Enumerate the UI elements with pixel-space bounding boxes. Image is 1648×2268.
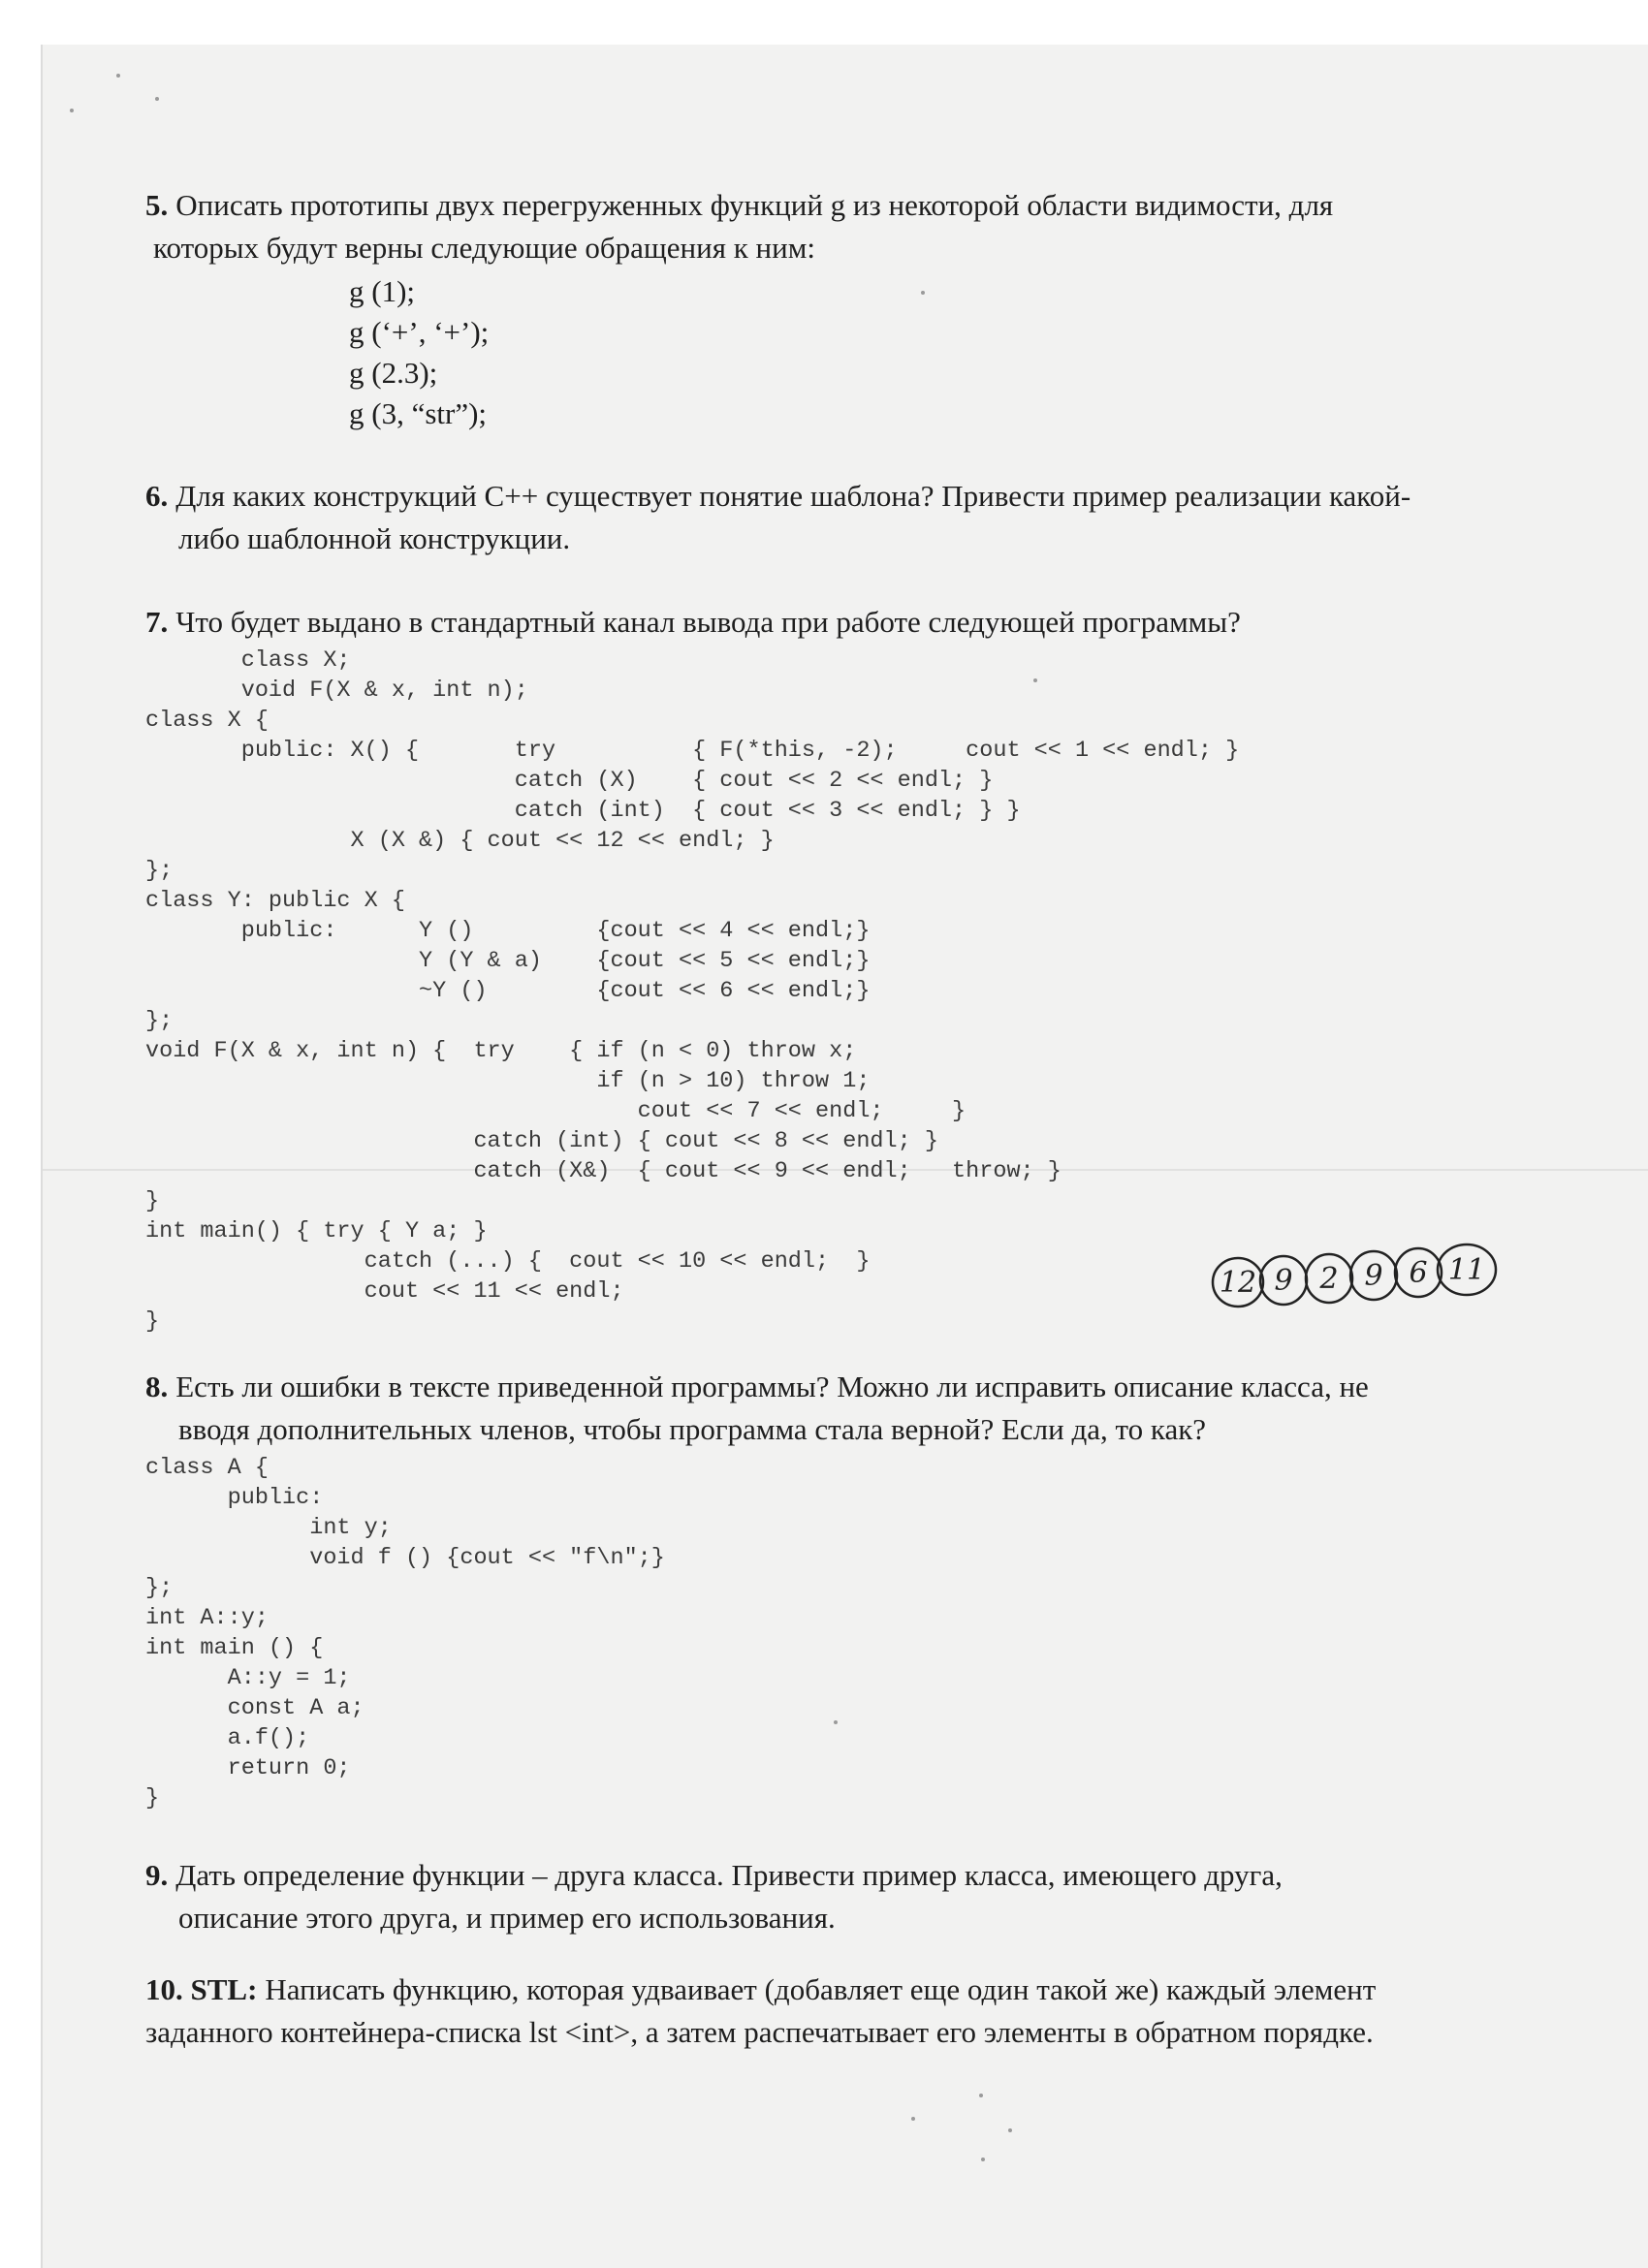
scan-speck	[981, 2158, 985, 2161]
task-text: Что будет выдано в стандартный канал вывода при работе следующей программы?	[175, 605, 1241, 639]
call-line: g (3, “str”);	[349, 396, 488, 430]
answer-digit: 6	[1409, 1256, 1428, 1290]
call-line: g (‘+’, ‘+’);	[349, 315, 490, 349]
scan-speck	[1008, 2128, 1012, 2132]
program-listing: class A { public: int y; void f () {cout << "f\n";} }; int A::y; int main () { A::y = 1; const A a; a.f(); return 0; }	[145, 1455, 665, 1811]
task-number: 9.	[145, 1858, 169, 1892]
answer-digit: 12	[1219, 1266, 1257, 1300]
task-text-line-2: которых будут верны следующие обращения к ним:	[153, 231, 815, 265]
task-number: 8.	[145, 1370, 169, 1403]
answer-digit: 9	[1364, 1259, 1383, 1293]
task-text-line-2: либо шаблонной конструкции.	[178, 521, 571, 555]
function-calls	[145, 271, 1532, 434]
answer-digit: 11	[1447, 1253, 1486, 1287]
task-number: 10. STL:	[145, 1972, 258, 2006]
task-text-line-1: Написать функцию, которая удваивает (добавляет еще один такой же) каждый элемент	[265, 1972, 1377, 2006]
answer-digit: 9	[1274, 1264, 1293, 1298]
task-text-line-1: Описать прототипы двух перегруженных функций g из некоторой области видимости, для	[175, 188, 1334, 222]
scan-speck	[1033, 678, 1037, 682]
scan-speck	[921, 291, 925, 295]
task-5	[145, 184, 1532, 269]
task-text-line-1: Дать определение функции – друга класса. Привести пример класса, имеющего друга,	[175, 1858, 1283, 1892]
task-9	[145, 1854, 1532, 1939]
task-10	[145, 1969, 1532, 2054]
task-8	[145, 1366, 1532, 1451]
scan-speck	[834, 1720, 838, 1724]
task-text-line-2: заданного контейнера-списка lst <int>, а затем распечатывает его элементы в обратном порядке.	[145, 2015, 1374, 2049]
call-line: g (1);	[349, 274, 416, 308]
answer-digit: 2	[1319, 1262, 1339, 1296]
call-line: g (2.3);	[349, 356, 438, 390]
scan-speck	[155, 97, 159, 101]
scan-speck	[116, 74, 120, 78]
task-7	[145, 601, 1532, 644]
task-text-line-2: вводя дополнительных членов, чтобы программа стала верной? Если да, то как?	[178, 1412, 1207, 1446]
task-number: 6.	[145, 479, 169, 513]
task-number: 7.	[145, 605, 169, 639]
exam-document	[145, 184, 1532, 2054]
task-text-line-2: описание этого друга, и пример его использования.	[178, 1901, 836, 1935]
scan-speck	[911, 2117, 915, 2121]
task-6	[145, 475, 1532, 560]
handwritten-answer	[1206, 1239, 1506, 1314]
task-text-line-1: Есть ли ошибки в тексте приведенной программы? Можно ли исправить описание класса, не	[175, 1370, 1369, 1403]
scan-speck	[979, 2094, 983, 2097]
scan-speck	[70, 109, 74, 112]
task-number: 5.	[145, 188, 169, 222]
task-text-line-1: Для каких конструкций С++ существует понятие шаблона? Привести пример реализации какой-	[175, 479, 1411, 513]
program-listing: class X; void F(X & x, int n); class X { public: X() { try { F(*this, -2); cout << 1 << endl; } catch (X) { cout << 2 << endl; } catch (int) { cout << 3 << endl; } } X (X &) { cout << 12 << endl; } }; class Y: public X { public: Y () {cout << 4 << endl;} Y (Y & a) {cout << 5 << endl;} ~Y () {cout << 6 << endl;} }; void F(X & x, int n) { try { if (n < 0) throw x; if (n > 10) throw 1; cout << 7 << endl; } catch (int) { cout << 8 << endl; } catch (X&) { cout << 9 << endl; throw; } } int main() { try { Y a; } catch (...) { cout << 10 << endl; } cout << 11 << endl; }	[145, 647, 1240, 1335]
